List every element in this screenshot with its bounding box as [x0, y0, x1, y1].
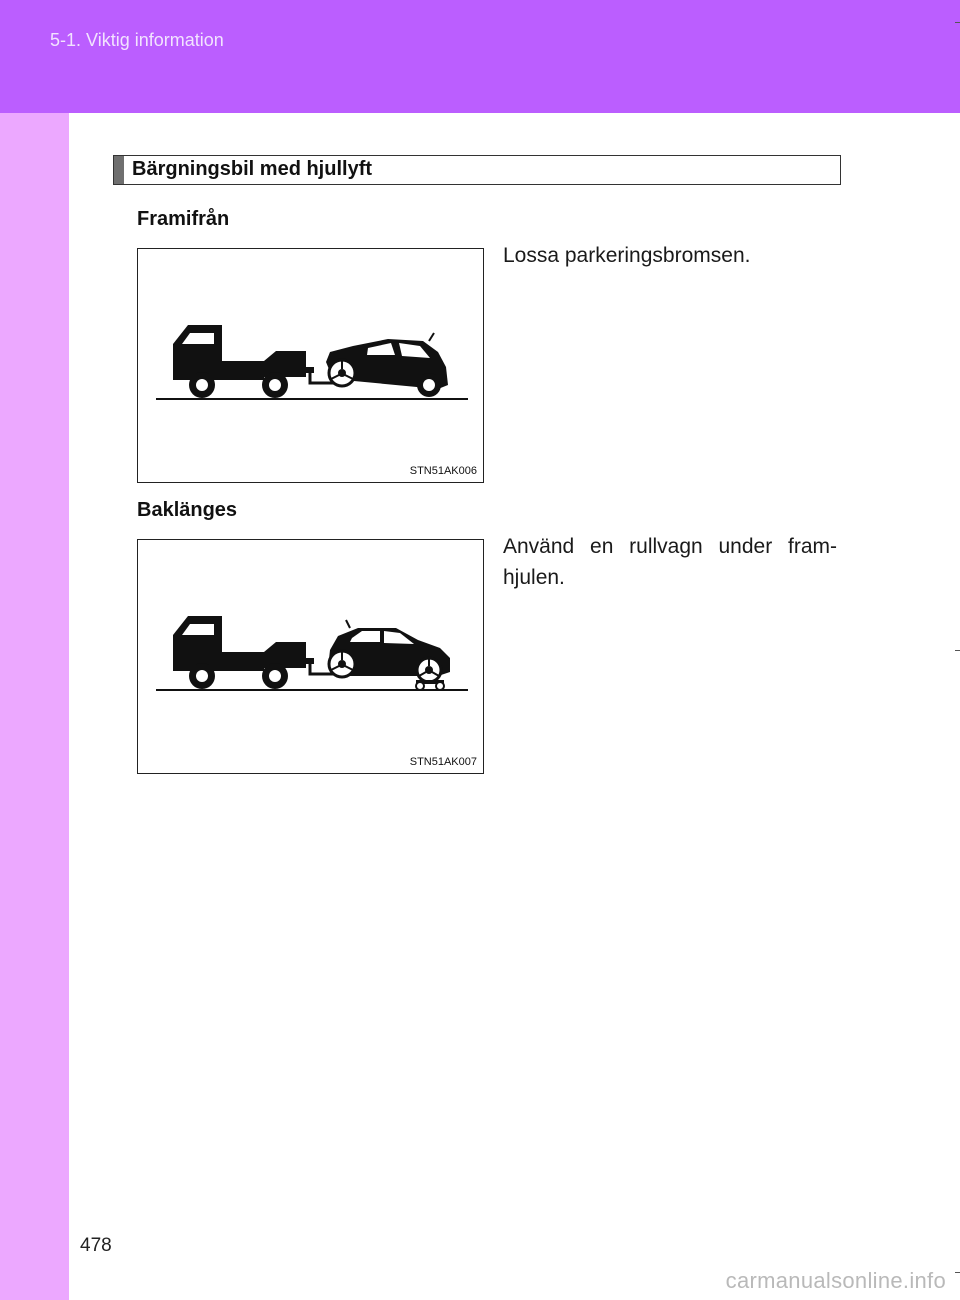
figure-code: STN51AK006	[409, 465, 477, 477]
section-heading-box	[113, 155, 841, 185]
front-heading: Framifrån	[137, 208, 230, 230]
rear-instruction: Använd en rullvagn under fram-hjulen.	[503, 535, 837, 589]
front-instruction: Lossa parkeringsbromsen.	[503, 244, 751, 267]
crop-mark	[955, 22, 960, 23]
section-title: Bärgningsbil med hjullyft	[132, 158, 373, 180]
side-band	[0, 113, 69, 1300]
crop-mark	[955, 1272, 960, 1273]
page-number: 478	[80, 1235, 112, 1256]
figure-code: STN51AK007	[409, 756, 477, 768]
rear-heading: Baklänges	[137, 499, 238, 521]
front-tow-figure	[137, 248, 484, 483]
rear-tow-illustration	[138, 540, 485, 775]
watermark: carmanualsonline.info	[725, 1268, 946, 1293]
crop-mark	[955, 650, 960, 651]
front-tow-illustration	[138, 249, 485, 484]
chapter-title: 5-1. Viktig information	[50, 30, 224, 50]
header-band	[0, 0, 960, 113]
rear-tow-figure	[137, 539, 484, 774]
section-accent-bar	[114, 156, 124, 184]
